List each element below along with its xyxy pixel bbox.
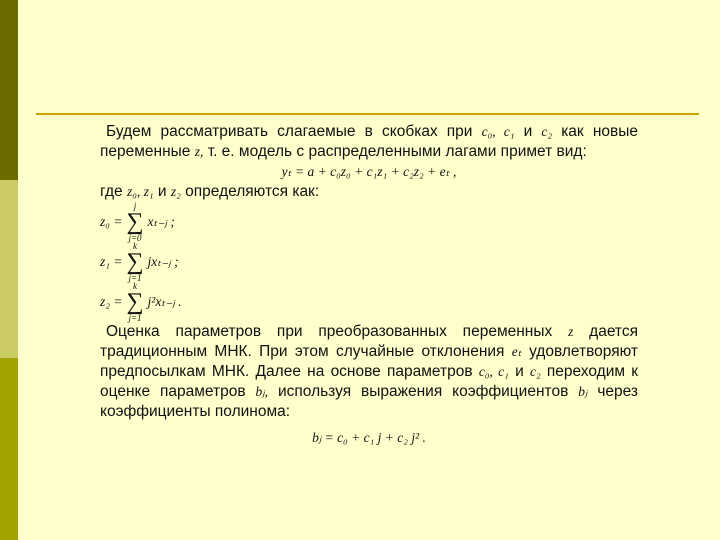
- paragraph-2: Оценка параметров при преобразованных переменных z дается традиционным МНК. При этом случайные отклонения eₜ удовлетворяют предпосылкам МНК. Далее на основе параметров c₀, c₁ и c₂ переходим к оценке параметров bⱼ, используя выражения коэффициентов bⱼ через коэффициенты полинома:: [100, 323, 639, 420]
- slide-content: [100, 122, 638, 448]
- paragraph-1: Будем рассматривать слагаемые в скобках при c₀, c₁ и c₂ как новые переменные z, т. е. модель с распределенными лагами примет вид:: [100, 123, 638, 160]
- sigma-symbol: k ∑ j=1: [126, 281, 144, 323]
- title-rule: [36, 113, 699, 115]
- sum-formula-z1: z₁ = k ∑ j=1 jxₜ₋ⱼ ;: [100, 241, 179, 283]
- poly-formula: bⱼ = c₀ + c₁ j + c₂ j² .: [312, 430, 426, 445]
- side-bar-medium: [0, 358, 18, 540]
- side-bar-dark: [0, 0, 18, 180]
- sigma-symbol: j ∑ j=0: [126, 201, 144, 243]
- sigma-symbol: k ∑ j=1: [126, 241, 144, 283]
- sum-formula-z0: z₀ = j ∑ j=0 xₜ₋ⱼ ;: [100, 201, 175, 243]
- where-line: где z₀, z₁ и z₂ определяются как:: [100, 183, 320, 200]
- sum-formula-z2: z₂ = k ∑ j=1 j²xₜ₋ⱼ .: [100, 281, 182, 323]
- model-formula: yₜ = a + c₀z₀ + c₁z₁ + c₂z₂ + eₜ ,: [281, 164, 457, 179]
- side-bar-light: [0, 180, 18, 358]
